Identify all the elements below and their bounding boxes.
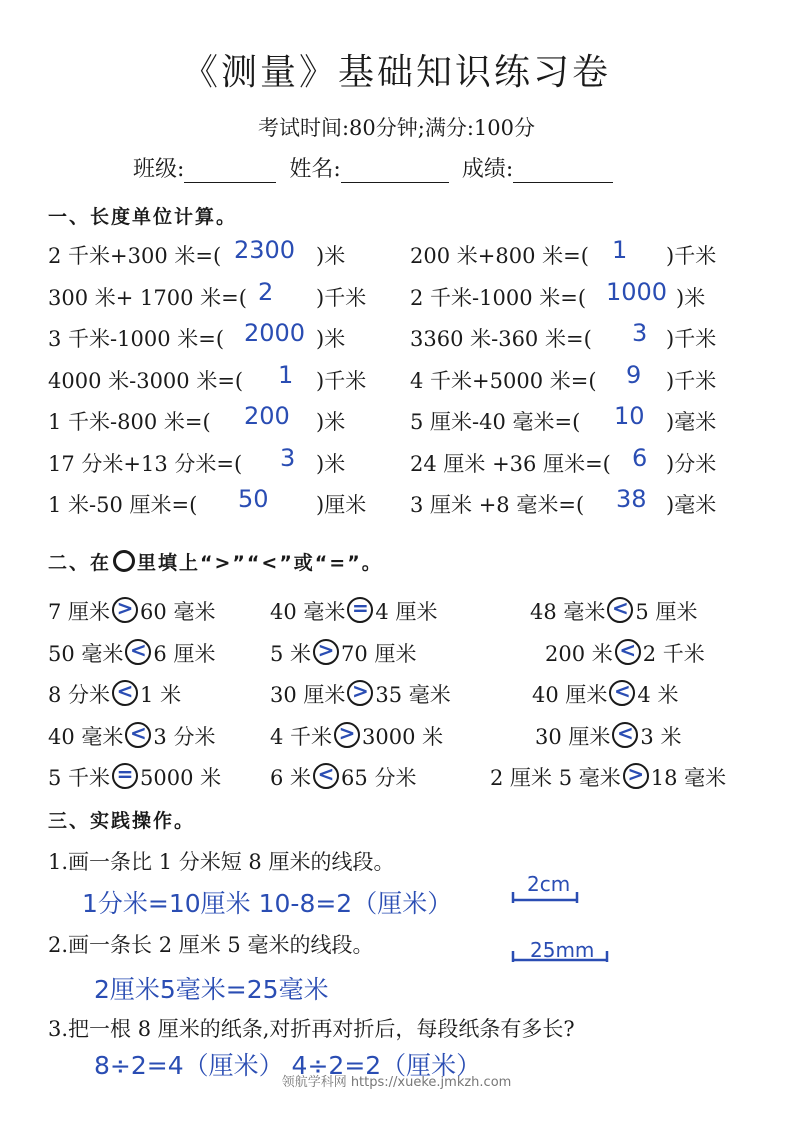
problem-left-unit: )千米	[316, 286, 367, 310]
comparison-answer: <	[116, 679, 134, 703]
problem-right-text: 2 千米-1000 米=(	[410, 286, 587, 310]
comparison-left: 50 毫米	[48, 642, 124, 666]
comparison-item	[270, 721, 443, 751]
problem-right-text: 5 厘米-40 毫米=(	[410, 410, 581, 434]
comparison-left: 30 厘米	[270, 683, 346, 707]
comparison-answer: =	[352, 596, 369, 620]
comparison-circle[interactable]	[313, 639, 339, 665]
comparison-left: 5 千米	[48, 766, 111, 790]
answer-left: 1	[278, 361, 294, 389]
answer-left: 2	[258, 278, 274, 306]
answer-right: 1	[612, 236, 628, 264]
page-title: 《测量》基础知识练习卷	[181, 52, 611, 93]
problem-left-unit: )米	[316, 452, 346, 476]
comparison-left: 7 厘米	[48, 600, 111, 624]
info-row	[133, 152, 613, 183]
comparison-circle[interactable]	[607, 597, 633, 623]
comparison-left: 6 米	[270, 766, 312, 790]
problem-right-unit: )千米	[666, 327, 717, 351]
problem-left-unit: )千米	[316, 369, 367, 393]
comparison-right: 35 毫米	[375, 683, 451, 707]
comparison-circle[interactable]	[313, 763, 339, 789]
answer-left: 50	[238, 485, 269, 513]
answer-3: 8÷2=4（厘米） 4÷2=2（厘米）	[94, 1051, 482, 1080]
problem-right-text: 3 厘米 +8 毫米=(	[410, 493, 585, 517]
comparison-right: 2 千米	[642, 642, 705, 666]
comparison-answer: =	[116, 762, 134, 786]
section2-heading	[48, 548, 383, 575]
class-blank[interactable]	[184, 156, 276, 183]
problem-left-text: 2 千米+300 米=(	[48, 244, 222, 268]
comparison-item	[270, 679, 451, 709]
comparison-item	[270, 762, 416, 792]
comparison-right: 3 分米	[153, 725, 216, 749]
problem-right-unit: )千米	[666, 244, 717, 268]
comparison-right: 4 米	[637, 683, 679, 707]
comparison-left: 4 千米	[270, 725, 333, 749]
answer-right: 6	[632, 444, 648, 472]
problem-right-unit: )千米	[666, 369, 717, 393]
comparison-item	[532, 679, 678, 709]
comparison-circle[interactable]	[125, 722, 151, 748]
comparison-answer: >	[338, 721, 356, 745]
comparison-item	[270, 596, 437, 626]
problem-left-text: 17 分米+13 分米=(	[48, 452, 243, 476]
problem-right-unit: )毫米	[666, 410, 717, 434]
answer-right: 1000	[606, 278, 668, 306]
comparison-item	[48, 679, 181, 709]
problem-left-text: 1 米-50 厘米=(	[48, 493, 198, 517]
comparison-right: 6 厘米	[153, 642, 216, 666]
problem-right-text: 200 米+800 米=(	[410, 244, 589, 268]
section1-heading: 一、长度单位计算。	[48, 206, 238, 228]
comparison-circle[interactable]	[125, 639, 151, 665]
comparison-left: 200 米	[545, 642, 613, 666]
problem-right-unit: )米	[676, 286, 706, 310]
comparison-right: 3 米	[640, 725, 682, 749]
comparison-circle[interactable]	[347, 680, 373, 706]
answer-left: 2300	[234, 236, 296, 264]
comparison-left: 40 毫米	[270, 600, 346, 624]
comparison-circle[interactable]	[112, 763, 138, 789]
comparison-left: 40 毫米	[48, 725, 124, 749]
comparison-left: 40 厘米	[532, 683, 608, 707]
answer-right: 9	[626, 361, 642, 389]
comparison-circle[interactable]	[347, 597, 373, 623]
problem-left-text: 300 米+ 1700 米=(	[48, 286, 247, 310]
footer-watermark: 领航学科网 https://xueke.jmkzh.com	[281, 1075, 512, 1090]
comparison-answer: <	[130, 721, 147, 745]
comparison-circle[interactable]	[612, 722, 638, 748]
answer-2: 2厘米5毫米=25毫米	[94, 975, 329, 1004]
comparison-answer: <	[619, 638, 637, 662]
comparison-item	[490, 762, 726, 792]
problem-right-unit: )分米	[666, 452, 717, 476]
comparison-item	[535, 721, 681, 751]
comparison-circle[interactable]	[112, 597, 138, 623]
name-blank[interactable]	[341, 156, 449, 183]
question-3: 3.把一根 8 厘米的纸条,对折再对折后，每段纸条有多长?	[48, 1017, 575, 1041]
problem-right-unit: )毫米	[666, 493, 717, 517]
comparison-circle[interactable]	[623, 763, 649, 789]
answer-right: 3	[632, 319, 648, 347]
score-blank[interactable]	[513, 156, 613, 183]
comparison-right: 60 毫米	[140, 600, 216, 624]
comparison-answer: >	[352, 679, 369, 703]
section2-heading-post: 里填上“>”“<”或“=”。	[137, 552, 383, 574]
comparison-item	[48, 721, 215, 751]
problem-left-unit: )米	[316, 410, 346, 434]
problem-left-unit: )米	[316, 244, 346, 268]
comparison-answer: <	[612, 596, 629, 620]
comparison-circle[interactable]	[334, 722, 360, 748]
comparison-item	[48, 638, 215, 668]
comparison-answer: >	[116, 596, 134, 620]
comparison-answer: <	[130, 638, 147, 662]
comparison-left: 5 米	[270, 642, 312, 666]
comparison-answer: <	[614, 679, 631, 703]
problem-left-unit: )米	[316, 327, 346, 351]
score-label: 成绩:	[461, 157, 514, 182]
answer-right: 38	[616, 485, 647, 513]
comparison-circle[interactable]	[112, 680, 138, 706]
comparison-answer: <	[617, 721, 634, 745]
comparison-answer: >	[627, 762, 645, 786]
comparison-left: 30 厘米	[535, 725, 611, 749]
problem-left-text: 1 千米-800 米=(	[48, 410, 211, 434]
segment-25mm-label: 25mm	[530, 938, 595, 962]
comparison-answer: >	[317, 638, 335, 662]
circle-icon	[113, 550, 135, 572]
comparison-right: 3000 米	[362, 725, 444, 749]
problem-right-text: 3360 米-360 米=(	[410, 327, 592, 351]
comparison-circle[interactable]	[615, 639, 641, 665]
comparison-item	[270, 638, 416, 668]
problem-left-text: 4000 米-3000 米=(	[48, 369, 244, 393]
question-1: 1.画一条比 1 分米短 8 厘米的线段。	[48, 850, 395, 874]
comparison-item	[530, 596, 697, 626]
comparison-item	[48, 596, 215, 626]
comparison-right: 65 分米	[341, 766, 417, 790]
problem-right-text: 4 千米+5000 米=(	[410, 369, 597, 393]
name-label: 姓名:	[289, 157, 341, 182]
comparison-left: 8 分米	[48, 683, 111, 707]
question-2: 2.画一条长 2 厘米 5 毫米的线段。	[48, 933, 374, 957]
comparison-item	[48, 762, 221, 792]
section2-heading-pre: 二、在	[48, 552, 112, 574]
problem-left-unit: )厘米	[316, 493, 367, 517]
problem-left-text: 3 千米-1000 米=(	[48, 327, 225, 351]
comparison-left: 48 毫米	[530, 600, 606, 624]
comparison-right: 1 米	[140, 683, 182, 707]
answer-left: 2000	[244, 319, 306, 347]
comparison-right: 5000 米	[140, 766, 222, 790]
comparison-circle[interactable]	[609, 680, 635, 706]
answer-left: 200	[244, 402, 290, 430]
section3-heading: 三、实践操作。	[48, 810, 196, 832]
problem-right-text: 24 厘米 +36 厘米=(	[410, 452, 611, 476]
segment-2cm-label: 2cm	[527, 872, 571, 896]
comparison-item	[545, 638, 705, 668]
comparison-answer: <	[317, 762, 335, 786]
comparison-right: 70 厘米	[341, 642, 417, 666]
class-label: 班级:	[133, 157, 185, 182]
comparison-left: 2 厘米 5 毫米	[490, 766, 621, 790]
answer-left: 3	[280, 444, 296, 472]
comparison-right: 5 厘米	[635, 600, 698, 624]
comparison-right: 18 毫米	[650, 766, 727, 790]
answer-right: 10	[614, 402, 645, 430]
comparison-right: 4 厘米	[375, 600, 438, 624]
answer-1: 1分米=10厘米 10-8=2（厘米）	[82, 889, 453, 918]
exam-subtitle: 考试时间:80分钟;满分:100分	[257, 116, 536, 140]
